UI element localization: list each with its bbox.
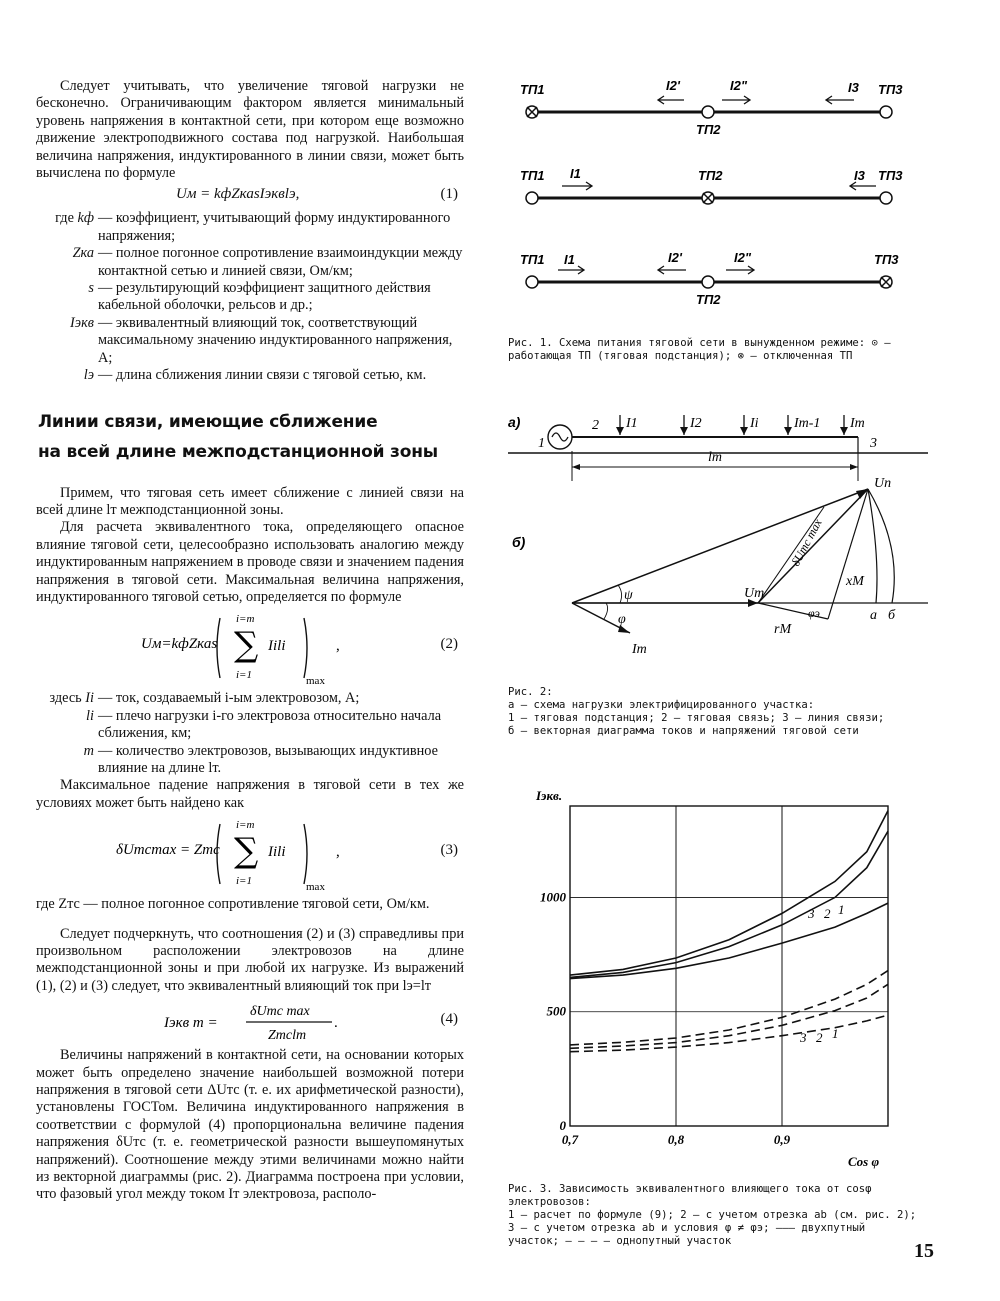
curve-label: 2 — [824, 906, 831, 921]
right-column — [508, 68, 936, 1248]
load-scheme — [508, 414, 928, 481]
vector-label: rM — [774, 622, 792, 637]
arrow-head — [740, 427, 748, 435]
definition-symbol — [36, 280, 98, 315]
vector-label: Im — [632, 642, 647, 657]
substation-label: ТП2 — [698, 168, 723, 183]
definition-symbol — [36, 743, 98, 778]
plot-frame — [570, 806, 888, 1126]
definition-symbol — [36, 315, 98, 367]
formula-number: (4) — [440, 1011, 458, 1028]
point-label: а — [870, 608, 877, 623]
left-column — [36, 78, 464, 1204]
arrow-head — [680, 427, 688, 435]
y-axis-label: Iэкв. — [536, 788, 563, 803]
figure-3-chart — [508, 786, 936, 1176]
substation-label: ТП3 — [878, 82, 903, 97]
fraction-numerator: δUтс max — [250, 1004, 310, 1020]
formula-4 — [36, 995, 464, 1047]
svg-text:.: . — [334, 1015, 338, 1032]
symbol: Iэкв — [70, 314, 94, 331]
substation-label: ТП3 — [874, 252, 899, 267]
symbol: Ii — [85, 690, 94, 707]
definition-text: — плечо нагрузки i-го электровоза относительно начала сближения, км; — [98, 707, 442, 742]
definition: где Zтс — полное погонное сопротивление тяговой сети, Ом/км. — [36, 896, 430, 913]
current-label: Im — [850, 416, 865, 431]
substation-label: ТП2 — [696, 292, 721, 307]
figure-3-caption — [508, 1183, 936, 1248]
definition-symbol — [36, 690, 98, 707]
svg-text:,: , — [336, 638, 340, 655]
arrow-head — [840, 427, 848, 435]
fraction-denominator: Zтсlт — [268, 1028, 307, 1044]
formula-text: Uм = kфZкаsIэквlэ, — [176, 186, 300, 203]
sum-top: i=m — [236, 613, 255, 626]
series-line-2-dashed — [570, 984, 888, 1048]
definition-row — [36, 690, 464, 707]
point-label: б — [888, 608, 896, 623]
definition-row — [36, 708, 464, 743]
node-label: 1 — [538, 436, 545, 451]
section-heading: на всей длине межподстанционной зоны — [38, 441, 438, 462]
formula-number: (3) — [440, 842, 458, 859]
definition-symbol — [36, 708, 98, 743]
formula-lhs: Iэкв т = — [164, 1015, 218, 1032]
current-label: I3 — [848, 80, 859, 95]
sum-top: i=m — [236, 819, 255, 832]
definition-symbol — [36, 367, 98, 384]
figure-1-diagram — [508, 68, 936, 330]
x-axis-label: Cos φ — [848, 1154, 880, 1169]
formula-2 — [36, 606, 464, 690]
sum-body: Iili — [268, 844, 286, 861]
sum-bottom: i=1 — [236, 669, 252, 682]
angle-label: φ — [618, 612, 626, 627]
substation-label: ТП1 — [520, 252, 545, 267]
y-tick-label: 500 — [546, 1003, 566, 1019]
definition-text: — эквивалентный влияющий ток, соответствующий максимальному значению индуктированного напряжения, А; — [98, 314, 453, 366]
y-tick-label: 1000 — [540, 889, 566, 905]
current-label: I2" — [734, 250, 752, 265]
paragraph: Следует учитывать, что увеличение тяговой нагрузки не бесконечно. Ограничивающим фактором является минимальный уровень напряжения в контактной сети, при котором еще возможно движение электроподвижного состава под нагрузкой. Наибольшая величина напряжения, индуктированного в линии связи, может быть вычислена по формуле — [36, 78, 464, 182]
formula-lhs: Uм=kфZкаs — [141, 636, 218, 653]
current-label: Im-1 — [794, 416, 821, 431]
formula-3-graphic — [36, 812, 416, 896]
formula-lhs: δUтсmax = Zтс — [116, 842, 220, 859]
definition-row — [36, 743, 464, 778]
arrow-head — [616, 427, 624, 435]
symbol: m — [83, 742, 94, 759]
vector-label: δUтс max — [788, 516, 825, 569]
substation-label: ТП1 — [520, 168, 545, 183]
page-number: 15 — [914, 1240, 934, 1262]
definition-row — [36, 210, 464, 245]
definition-text: — ток, создаваемый i-ым электровозом, А; — [98, 690, 360, 707]
svg-text:,: , — [336, 844, 340, 861]
section-heading: Линии связи, имеющие сближение — [38, 411, 378, 432]
y-tick-label: 0 — [559, 1118, 566, 1133]
symbol: Zка — [72, 245, 94, 262]
curve-label: 2 — [816, 1030, 823, 1045]
scheme-row-2 — [520, 166, 903, 204]
substation-label: ТП3 — [878, 168, 903, 183]
caption-line: а — схема нагрузки электрифицированного участка: — [508, 699, 815, 711]
formula-1 — [36, 182, 464, 210]
definitions-list — [36, 210, 464, 384]
formula-number: (1) — [440, 186, 458, 203]
definitions-list — [36, 690, 464, 777]
curve-label: 1 — [838, 902, 845, 917]
arrow-head — [784, 427, 792, 435]
caption-line: Рис. 2: — [508, 686, 553, 698]
current-label: I2 — [690, 416, 702, 431]
symbol: lэ — [83, 367, 94, 384]
length-label: lт — [708, 450, 722, 465]
caption-line: участок; – – – – однопутный участок — [508, 1235, 732, 1247]
node-label: 2 — [592, 418, 599, 433]
current-label: I1 — [570, 166, 581, 181]
angle-label: φэ — [808, 606, 820, 620]
definition-text: — результирующий коэффициент защитного действия кабельной оболочки, рельсов и др.; — [98, 280, 431, 314]
paragraph: Следует подчеркнуть, что соотношения (2) и (3) справедливы при произвольном расположении электровозов на длине межподстанционной зоны и при любой их нагрузке. Из выражений (1), (2) и (3) следует, что эквивалентный влияющий ток при lэ=lт — [36, 925, 464, 994]
vector-label: Uп — [874, 476, 892, 491]
caption-line: Рис. 3. Зависимость эквивалентного влияющего тока от cosφ электровозов: — [508, 1183, 872, 1208]
substation-label: ТП1 — [520, 82, 545, 97]
caption-line: б — векторная диаграмма токов и напряжений тяговой сети — [508, 725, 859, 737]
figure-1-caption: Рис. 1. Схема питания тяговой сети в вынужденном режиме: ⊙ — работающая ТП (тяговая подстанция); ⊗ — отключенная ТП — [508, 337, 891, 362]
paragraph: Величины напряжений в контактной сети, на основании которых может быть определено значение наибольшей возможной потери напряжения в тяговой сети ΔUтс (т. е. их арифметической разности), установлены ГОСТом. Величина индуктированного напряжения в соответствии с формулой (4) пропорциональна величине падения напряжения δUтс (т. е. геометрической разности вышеупомянутых напряжений). Соотношение между этими величинами можно найти из векторной диаграммы (рис. 2). Диаграмма построена при условии, что фазовый угол между током Iт электровоза, располо- — [36, 1047, 464, 1203]
sum-sign: ∑ — [234, 831, 259, 872]
definition-text: — длина сближения линии связи с тяговой сетью, км. — [98, 367, 427, 384]
curve-label: 3 — [800, 1030, 807, 1045]
curve-label: 3 — [808, 906, 815, 921]
sum-body: Iili — [268, 638, 286, 655]
definition-row — [36, 367, 464, 384]
x-tick-label: 0,8 — [667, 1132, 685, 1147]
current-label: I3 — [854, 168, 865, 183]
sum-bottom: i=1 — [236, 875, 252, 888]
vector-label: Um — [744, 586, 765, 601]
symbol: li — [86, 707, 94, 724]
sum-sub: max — [306, 881, 325, 894]
definition-symbol — [36, 245, 98, 280]
caption-line: 1 — тяговая подстанция; 2 — тяговая связь; 3 — линия связи; — [508, 712, 885, 724]
definition-row — [36, 280, 464, 315]
vector-diagram — [512, 476, 928, 657]
paragraph: Примем, что тяговая сеть имеет сближение с линией связи на всей длине lт межподстанционной зоны. — [36, 484, 464, 518]
formula-number: (2) — [440, 636, 458, 653]
node-label: 3 — [870, 436, 877, 451]
figure-2-diagram — [508, 407, 936, 677]
symbol: s — [88, 280, 94, 297]
panel-label: б) — [512, 534, 526, 550]
definition-text: — количество электровозов, вызывающих индуктивное влияние на длине lт. — [98, 742, 438, 776]
x-tick-label: 0,7 — [561, 1132, 579, 1147]
definition-lead: здесь — [49, 690, 86, 707]
caption-line: 1 — расчет по формуле (9); 2 — с учетом отрезка ab (см. рис. 2); — [508, 1209, 917, 1221]
formula-2-graphic — [36, 606, 416, 690]
definition-symbol — [36, 210, 98, 245]
vector-label: xM — [846, 574, 864, 589]
definition-text: — коэффициент, учитывающий форму индуктированного напряжения; — [98, 210, 451, 244]
figure-2-caption — [508, 686, 936, 738]
scheme-row-1 — [520, 78, 903, 137]
current-label: Ii — [750, 416, 759, 431]
current-label: I2' — [666, 78, 680, 93]
sum-sign: ∑ — [234, 625, 259, 666]
current-label: I2" — [730, 78, 748, 93]
paragraph: Для расчета эквивалентного тока, определяющего опасное влияние тяговой сети, целесообразно использовать аналогию между индуктированным напряжением в проводе связи и значением падения напряжения в тяговой сети. Максимальная величина напряжения, индуктированного тяговой сетью, определяется по формуле — [36, 519, 464, 605]
definition-row — [36, 315, 464, 367]
paragraph: Максимальное падение напряжения в тяговой сети в тех же условиях может быть найдено как — [36, 777, 464, 811]
definition-lead: где — [55, 210, 78, 227]
definition-row — [36, 245, 464, 280]
scheme-row-3 — [520, 250, 899, 307]
formula-4-graphic — [36, 995, 416, 1047]
symbol: kф — [77, 210, 94, 227]
definition-text: — полное погонное сопротивление взаимоиндукции между контактной сетью и линией связи, Ом/км; — [98, 245, 463, 279]
current-label: I2' — [668, 250, 682, 265]
current-label: I1 — [626, 416, 638, 431]
curve-label: 1 — [832, 1026, 839, 1041]
substation-label: ТП2 — [696, 122, 721, 137]
x-tick-label: 0,9 — [773, 1132, 791, 1147]
sum-sub: max — [306, 675, 325, 688]
panel-label: а) — [508, 414, 521, 430]
current-label: I1 — [564, 252, 575, 267]
formula-3 — [36, 812, 464, 896]
caption-line: 3 — с учетом отрезка ab и условия φ ≠ φэ; ——— двухпутный — [508, 1222, 866, 1234]
angle-label: ψ — [624, 588, 633, 603]
